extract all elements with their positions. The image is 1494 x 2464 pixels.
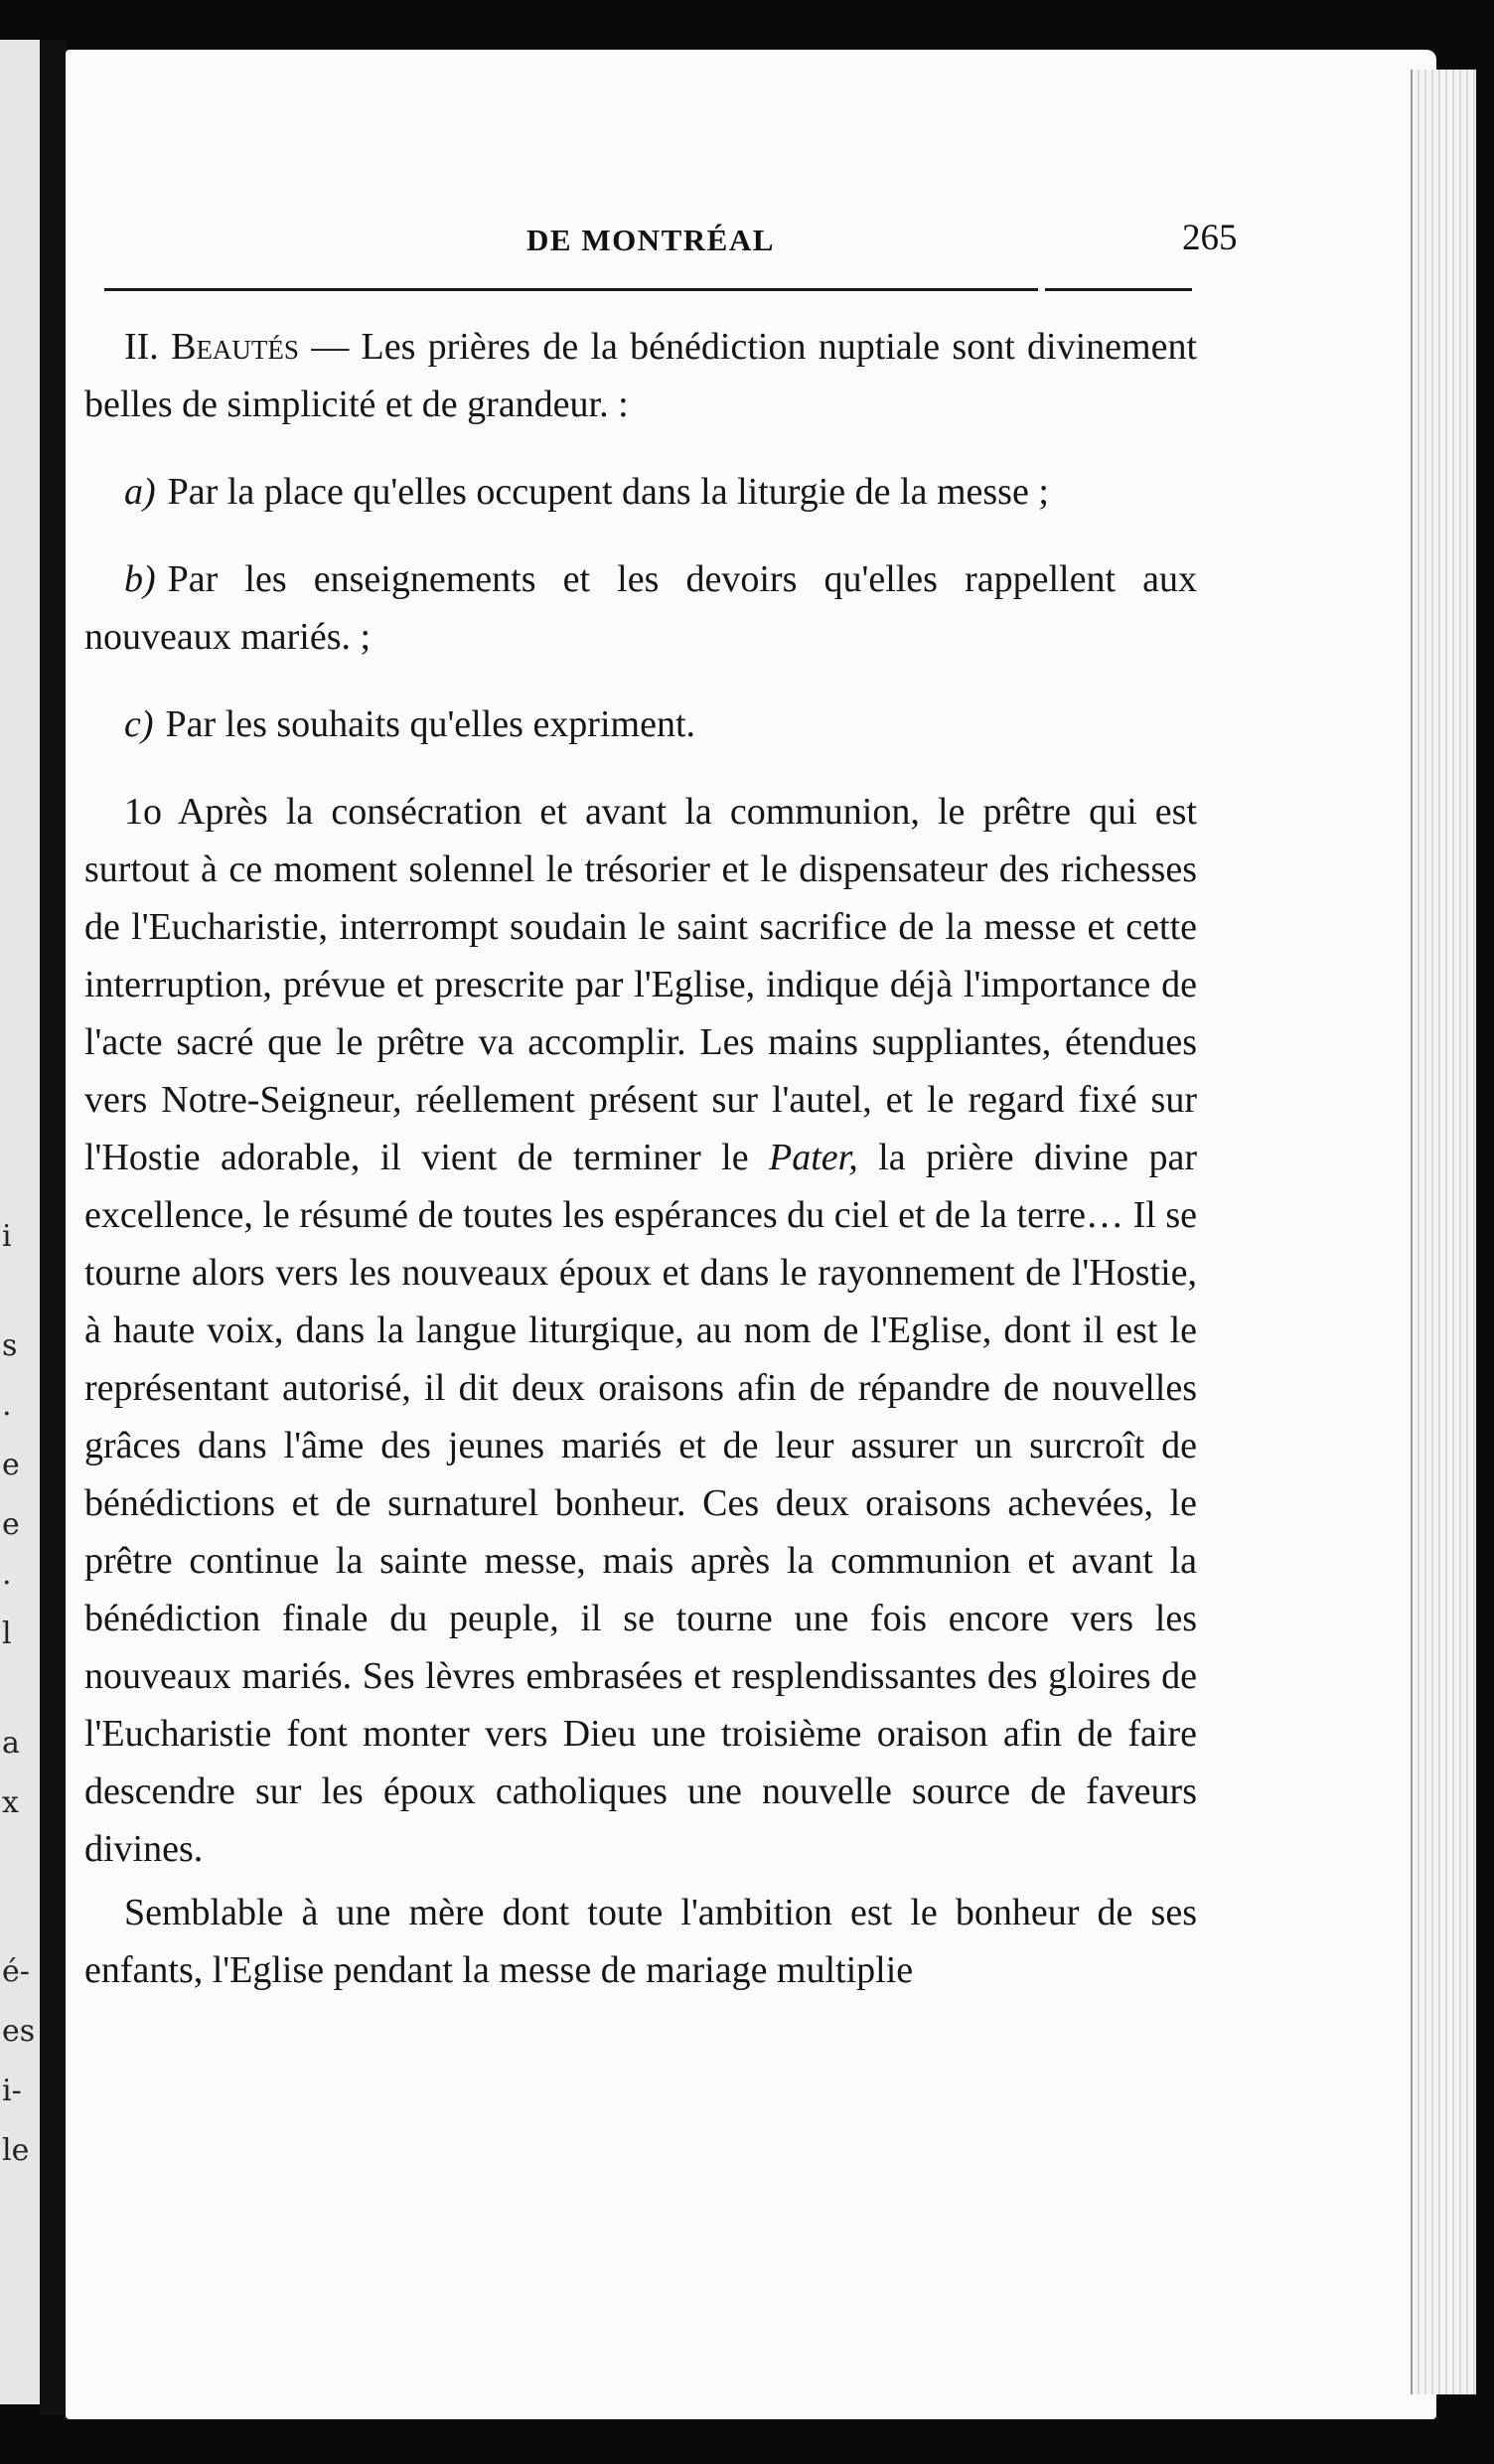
section-intro-text: — Les prières de la bénédiction nuptiale sont divinement belles de simplicité et de grandeur. : [84,326,1197,425]
margin-fragment: i [2,1219,12,1254]
header-rule-short [1045,288,1192,291]
list-item-a [84,463,1197,521]
list-item-c [84,695,1197,753]
list-text: Par les souhaits qu'elles expriment. [165,703,695,745]
margin-fragment: a [2,1726,20,1761]
margin-fragment: e [2,1448,20,1482]
list-text: Par les enseignements et les devoirs qu'elles rappellent aux nouveaux mariés. ; [84,558,1197,658]
list-label: c) [124,703,154,745]
paragraph-text: 1o Après la consécration et avant la communion, le prêtre qui est surtout à ce moment solennel le trésorier et le dispensateur des richesses de l'Eucharistie, interrompt soudain le saint sacrifice de la messe et cette interruption, prévue et prescrite par l'Eglise, indique déjà l'importance de l'acte sacré que le prêtre va accomplir. Les mains suppliantes, étendues vers Notre-Seigneur, réellement présent sur l'autel, et le regard fixé sur l'Hostie adorable, il vient de terminer le [84,791,1197,1178]
closing-paragraph [84,1884,1197,1999]
section-intro-paragraph [84,318,1197,433]
margin-fragment: s [2,1328,18,1363]
page-header [99,217,1238,264]
margin-fragment: é- [2,1954,30,1989]
list-item-b [84,550,1197,666]
list-label: a) [124,471,156,513]
section-number: II. [124,326,159,368]
main-paragraph [84,783,1197,1878]
facing-page-edge [0,40,40,2404]
margin-fragment: . [2,1388,12,1423]
header-rule [104,288,1038,291]
page-edges [1411,70,1476,2394]
body-text [84,318,1197,1999]
paragraph-text: Semblable à une mère dont toute l'ambition est le bonheur de ses enfants, l'Eglise pendant la messe de mariage multiplie [84,1892,1197,1991]
list-label: b) [124,558,156,600]
margin-fragment: l [2,1617,12,1651]
margin-fragment: . [2,1557,12,1592]
running-head: DE MONTRÉAL [526,223,775,257]
page-number: 265 [1182,218,1238,258]
section-heading: Beautés [171,326,299,368]
margin-fragment: le [2,2133,30,2168]
paragraph-text: la prière divine par excellence, le résumé de toutes les espérances du ciel et de la terre… Il se tourne alors vers les nouveaux époux et dans le rayonnement de l'Hostie, à haute voix, dans la langue liturgique, au nom de l'Eglise, dont il est le représentant autorisé, il dit deux oraisons afin de répandre de nouvelles grâces dans l'âme des jeunes mariés et de leur assurer un surcroît de bénédictions et de surnaturel bonheur. Ces deux oraisons achevées, le prêtre continue la sainte messe, mais après la communion et avant la bénédiction finale du peuple, il se tourne une fois encore vers les nouveaux mariés. Ses lèvres embrasées et resplendissantes des gloires de l'Eucharistie font monter vers Dieu une troisième oraison afin de faire descendre sur les époux catholiques une nouvelle source de faveurs divines. [84,1137,1197,1870]
margin-fragment: e [2,1507,20,1542]
italic-term: Pater, [769,1137,858,1178]
margin-fragment: i- [2,2074,22,2108]
margin-fragment: es [2,2014,36,2049]
book-spine [40,40,66,2414]
list-text: Par la place qu'elles occupent dans la liturgie de la messe ; [167,471,1049,513]
margin-fragment: x [2,1785,19,1820]
